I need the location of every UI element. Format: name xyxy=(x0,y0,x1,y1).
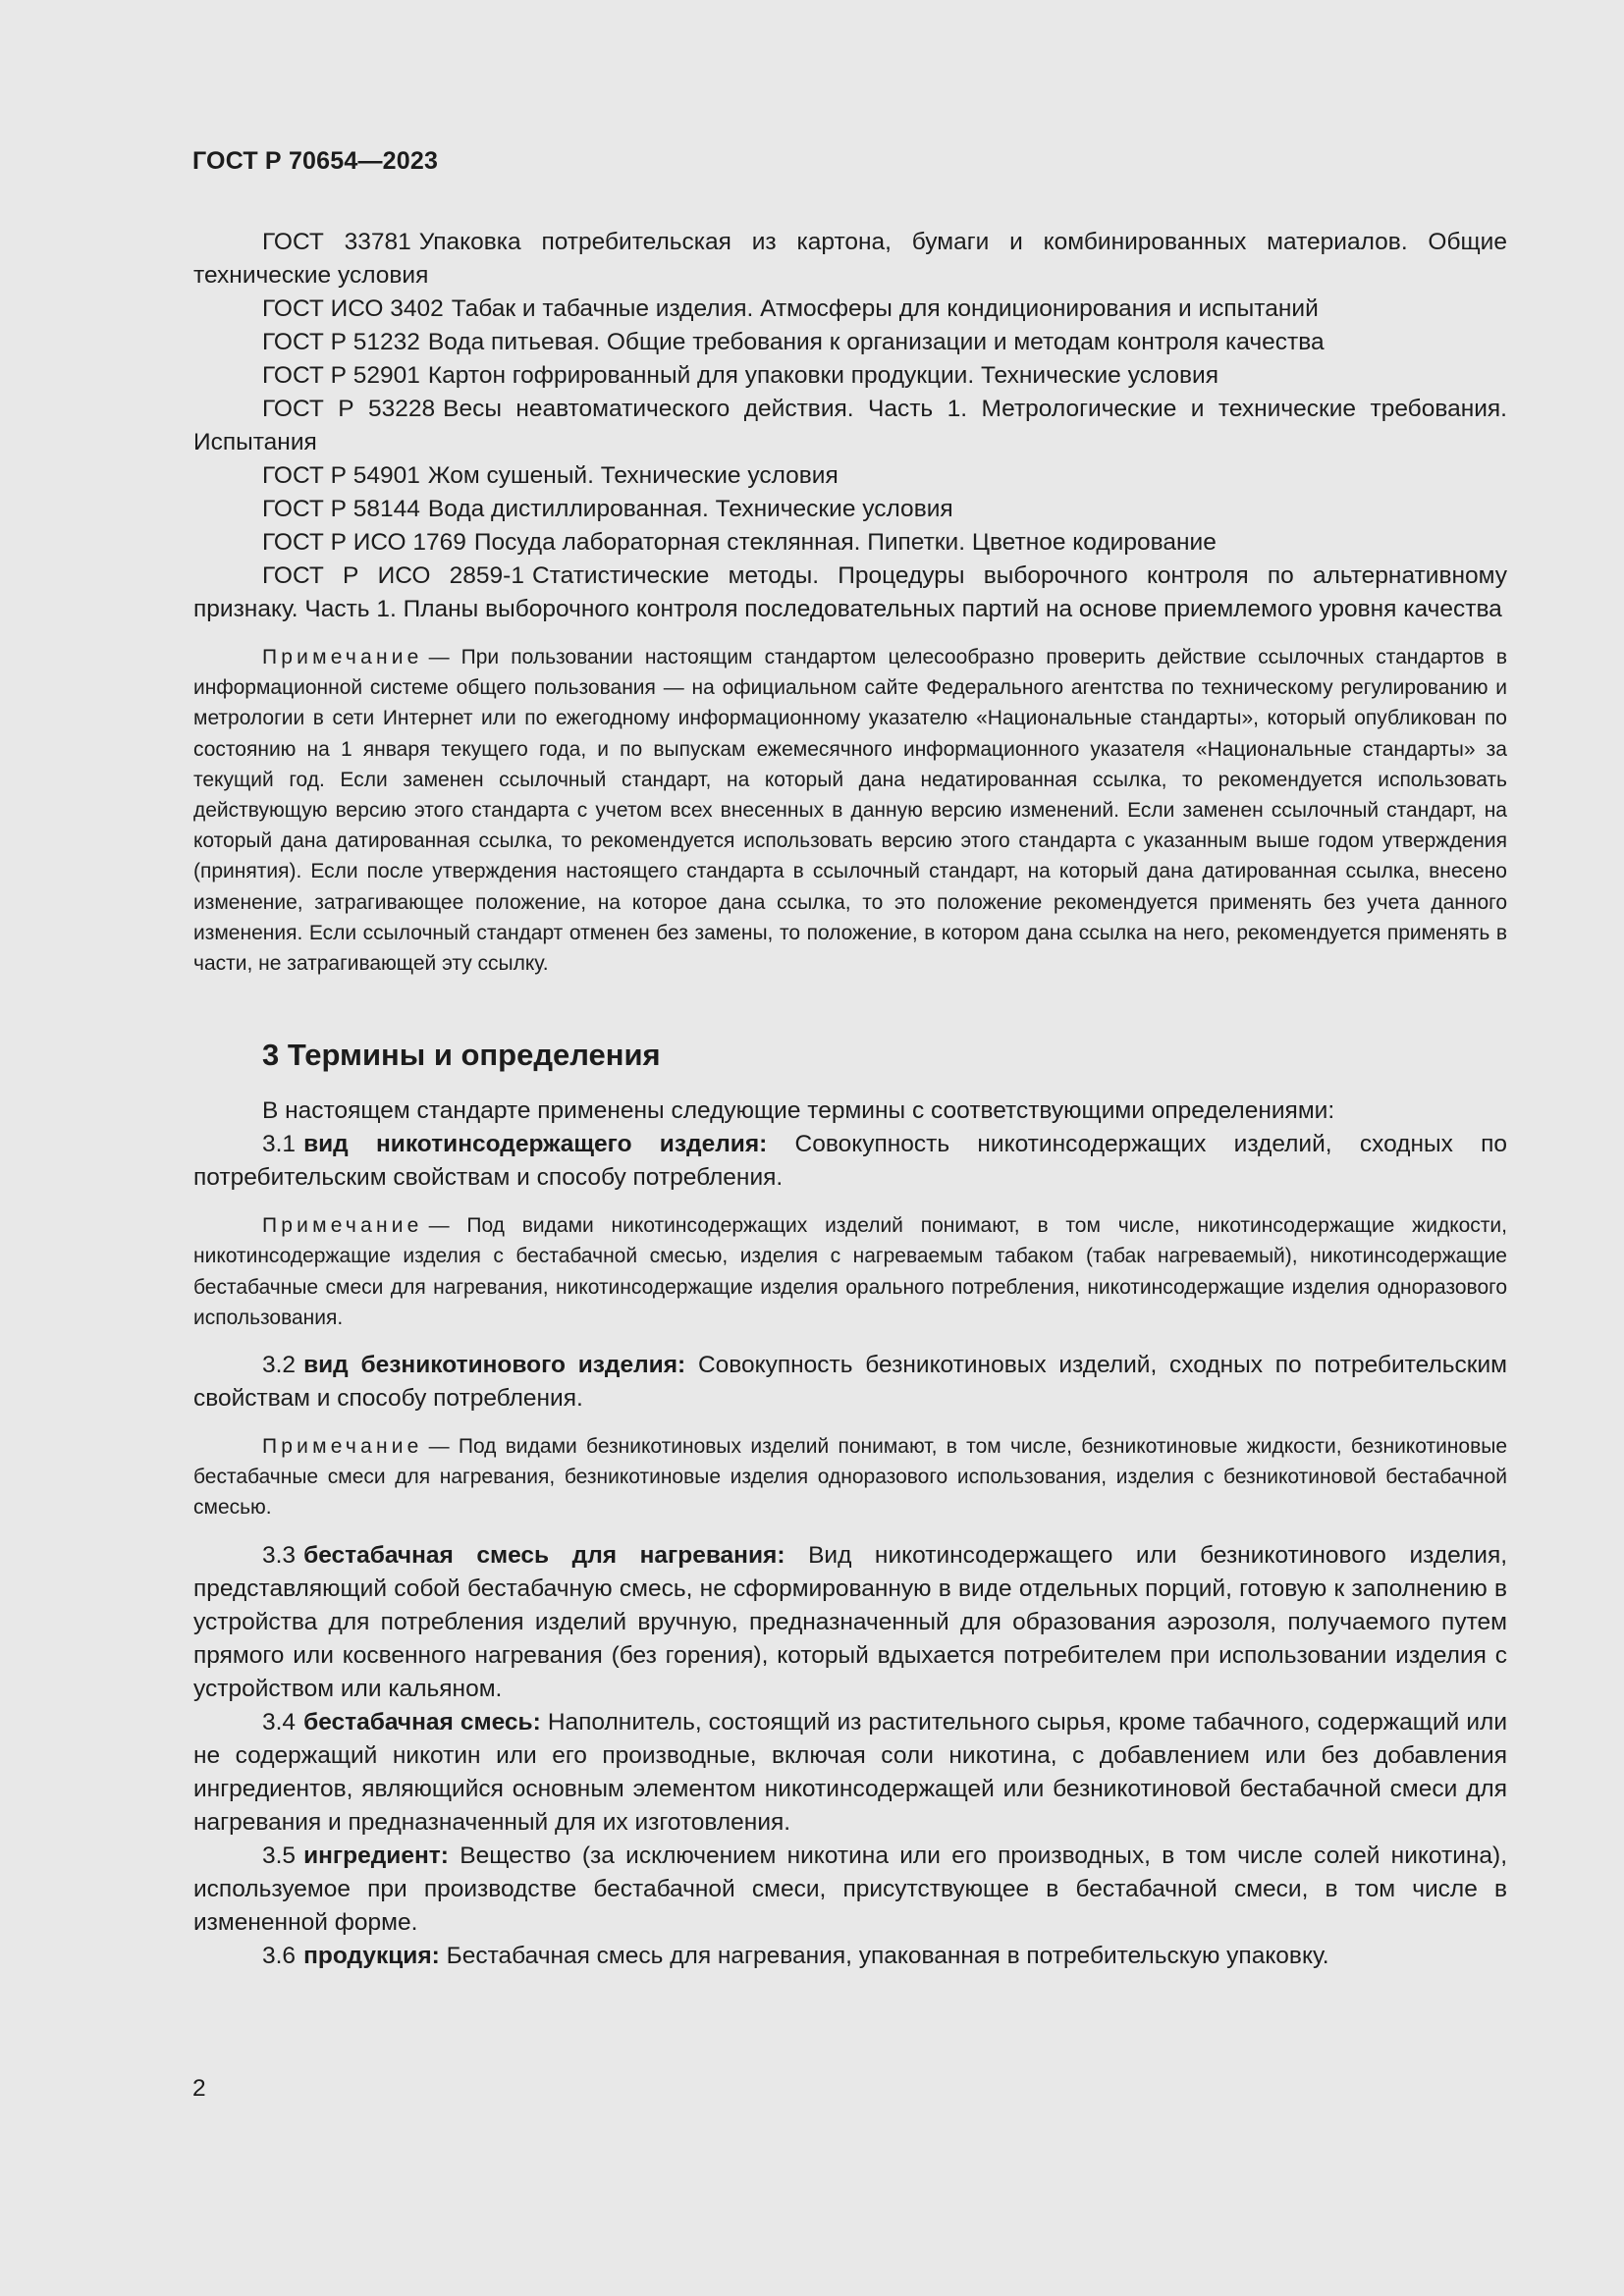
reference-item: ГОСТ Р 58144 Вода дистиллированная. Технические условия xyxy=(262,496,953,522)
reference-item: ГОСТ 33781 Упаковка потребительская из картона, бумаги и комбинированных материалов. Общие технические условия xyxy=(193,229,1507,289)
section-intro: В настоящем стандарте применены следующие термины с соответствующими определениями: xyxy=(262,1097,1335,1125)
term-name: бестабачная смесь: xyxy=(303,1708,541,1735)
term-note: Примечание — Под видами никотинсодержащих изделий понимают, в том числе, никотинсодержащие жидкости, никотинсодержащие изделия с бестабачной смесью, изделия с нагреваемым табаком (табак нагреваемый), никотинсодержащие бестабачные смеси для нагревания, никотинсодержащие изделия орального потребления, никотинсодержащие изделия одноразового использования. xyxy=(193,1214,1507,1329)
document-body xyxy=(193,226,1507,1973)
references-note: Примечание — При пользовании настоящим стандартом целесообразно проверить действие ссылочных стандартов в информационной системе общего пользования — на официальном сайте Федерального агентства по техническому регулированию и метрологии в сети Интернет или по ежегодному информационному указателю «Национальные стандарты», который опубликован по состоянию на 1 января текущего года, и по выпускам ежемесячного информационного указателя «Национальные стандарты» за текущий год. Если заменен ссылочный стандарт, на который дана недатированная ссылка, то рекомендуется использовать действующую версию этого стандарта с учетом всех внесенных в данную версию изменений. Если заменен ссылочный стандарт, на который дана датированная ссылка, то рекомендуется использовать версию этого стандарта с указанным выше годом утверждения (принятия). Если после утверждения настоящего стандарта в ссылочный стандарт, на который дана датированная ссылка, внесено изменение, затрагивающее положение, на которое дана ссылка, то это положение рекомендуется применять без учета данного изменения. Если ссылочный стандарт отменен без замены, то положение, в котором дана ссылка на него, рекомендуется применять в части, не затрагивающей эту ссылку. xyxy=(193,646,1507,976)
reference-item: ГОСТ Р 54901 Жом сушеный. Технические условия xyxy=(262,462,839,489)
term-note: Примечание — Под видами безникотиновых изделий понимают, в том числе, безникотиновые жидкости, безникотиновые бестабачные смеси для нагревания, безникотиновые изделия одноразового использования, изделия с безникотиновой бестабачной смесью. xyxy=(193,1435,1507,1520)
term-name: бестабачная смесь для нагревания: xyxy=(303,1541,785,1569)
term-definition: 3.2 вид безникотинового изделия: Совокупность безникотиновых изделий, сходных по потребительским свойствам и способу потребления. xyxy=(193,1352,1507,1413)
page-number: 2 xyxy=(192,2075,206,2102)
term-name: вид безникотинового изделия: xyxy=(303,1352,686,1379)
term-definition: 3.4 бестабачная смесь: Наполнитель, состоящий из растительного сырья, кроме табачного, содержащий или не содержащий никотин или его производные, включая соли никотина, с добавлением или без добавления ингредиентов, являющийся основным элементом никотинсодержащей или безникотиновой бестабачной смеси для нагревания и предназначенный для их изготовления. xyxy=(193,1708,1508,1836)
term-name: вид никотинсодержащего изделия: xyxy=(303,1131,768,1158)
term-definition: 3.3 бестабачная смесь для нагревания: Вид никотинсодержащего или безникотинового изделия, представляющий собой бестабачную смесь, не сформированную в виде отдельных порций, готовую к заполнению в устройства для потребления изделий вручную, предназначенный для образования аэрозоля, получаемого путем прямого или косвенного нагревания (без горения), который вдыхается потребителем при использовании изделия с устройством или кальяном. xyxy=(193,1541,1508,1702)
document-header: ГОСТ Р 70654—2023 xyxy=(192,147,439,175)
section-title: 3 Термины и определения xyxy=(262,1038,661,1073)
term-definition: 3.5 ингредиент: Вещество (за исключением никотина или его производных, в том числе солей никотина), используемое при производстве бестабачной смеси, присутствующее в бестабачной смеси, в том числе в измененной форме. xyxy=(193,1842,1508,1936)
term-name: продукция: xyxy=(303,1942,440,1969)
term-name: ингредиент: xyxy=(303,1842,449,1869)
reference-item: ГОСТ Р 51232 Вода питьевая. Общие требования к организации и методам контроля качества xyxy=(262,329,1325,355)
reference-item: ГОСТ Р ИСО 1769 Посуда лабораторная стеклянная. Пипетки. Цветное кодирование xyxy=(262,529,1217,556)
references-list xyxy=(193,226,1507,626)
reference-item: ГОСТ Р ИСО 2859-1 Статистические методы. Процедуры выборочного контроля по альтернативному признаку. Часть 1. Планы выборочного контроля последовательных партий на основе приемлемого уровня качества xyxy=(193,562,1507,622)
reference-item: ГОСТ Р 53228 Весы неавтоматического действия. Часть 1. Метрологические и технические требования. Испытания xyxy=(193,396,1507,455)
reference-item: ГОСТ ИСО 3402 Табак и табачные изделия. Атмосферы для кондиционирования и испытаний xyxy=(262,295,1319,322)
term-definition: 3.6 продукция: Бестабачная смесь для нагревания, упакованная в потребительскую упаковку. xyxy=(262,1942,1329,1969)
term-definition: 3.1 вид никотинсодержащего изделия: Совокупность никотинсодержащих изделий, сходных по потребительским свойствам и способу потребления. xyxy=(193,1131,1508,1192)
reference-item: ГОСТ Р 52901 Картон гофрированный для упаковки продукции. Технические условия xyxy=(262,362,1218,389)
